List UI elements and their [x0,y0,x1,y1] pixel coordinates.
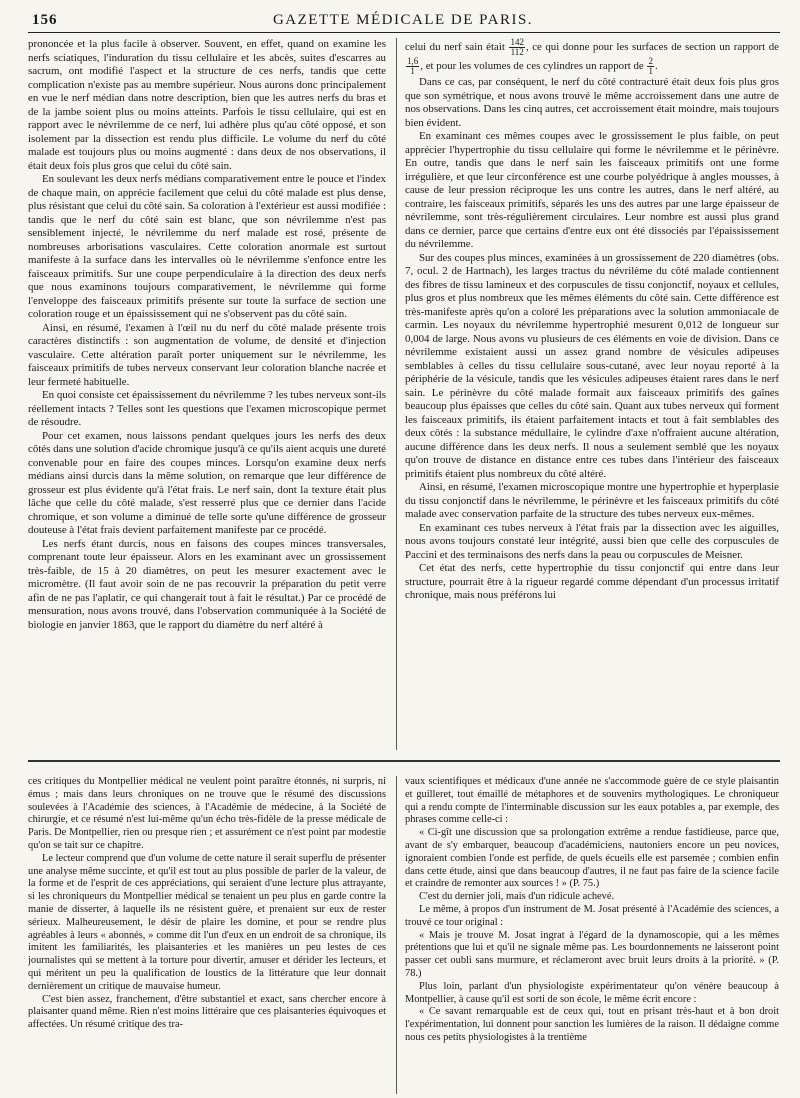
ratio-text: . [654,60,658,72]
paragraph: En examinant ces tubes nerveux à l'état frais par la dissection avec les aiguilles, nous avons toujours constaté leur intégrité, aussi bien que celle des corpuscules de Paccini et des terminaisons des nerfs dans la peau ou corpuscules de Meisner. [405,521,779,561]
paragraph: Le même, à propos d'un instrument de M. Josat présenté à l'Académie des sciences, a trouvé ce tour original : [405,903,779,928]
paragraph: Le lecteur comprend que d'un volume de cette nature il serait superflu de présenter une analyse même succinte, et qu'il est tout au plus possible de parler de la valeur, de la forme et de l'esprit de ces appréciations, qui seraient d'une lecture plus attrayante, si les chroniqueurs du Montpellier médical se tenaient un peu plus en garde contre la manie de disserter, à laquelle ils ne résistent guère, et prenaient sur eux de rester sérieux. Malheureusement, le désir de plaire les domine, et pour se rendre plus agréables à leurs « abonnés, » comme dit l'un d'eux en un endroit de sa chronique, ils imitent les familiarités, les plaisanteries et les manières un peu lestes de ces journalistes qui se mettent à la torture pour divertir, amuser et dérider les lecteurs, et qui méritent un peu la qualification de loustics de la littérature que leur donnait dernièrement un critique de mauvaise humeur. [28,852,386,992]
paragraph: Plus loin, parlant d'un physiologiste expérimentateur qu'on vénère beaucoup à Montpellier, à cause qu'il est sorti de son école, le même écrit encore : [405,980,779,1005]
quotation: « Ce savant remarquable est de ceux qui, tout en prisant très-haut et à bon droit l'expérimentation, lui donnent pour sanction les lumières de la raison. Il dédaigne comme nous ces petits physiologistes à la trentième [405,1006,779,1043]
ratio-text: celui du nerf sain était [405,41,505,53]
paragraph: Pour cet examen, nous laissons pendant quelques jours les nerfs des deux côtés dans une solution d'acide chromique jusqu'à ce qu'ils aient acquis une dureté convenable pour en faire des coupes minces. Lorsqu'on examine deux nerfs médians ainsi durcis dans la même solution, on remarque que leur différence de grosseur est plus évidente qu'à l'état frais. Le nerf sain, dont la texture était plus lâche que celle du côté malade, s'est resserré plus que ce dernier dans l'acide chromique, et son volume a diminué de telle sorte qu'une différence de grosseur douteuse à l'état frais devient parfaitement manifeste par ce procédé. [28,429,386,536]
fraction-numerator: 142 [510,38,524,47]
paragraph: En quoi consiste cet épaississement du névrilemme ? les tubes nerveux sont-ils réellement intacts ? Telles sont les questions que l'examen microscopique permet de résoudre. [28,389,386,428]
quotation: « Ci-gît une discussion que sa prolongation extrême a rendue fastidieuse, parce que, avant de s'y embarquer, beaucoup d'académiciens, nautoniers encore un peu novices, ignoraient combien l'onde est perfide, de quels écueils elle est parsemée ; combien enfin dans cette étude, ainsi que dans beaucoup d'autres, il ne faut pas faire de la science facile et craindre de remonter aux sources ! » (P. 75.) [405,827,779,890]
column-divider [396,38,397,750]
fraction [647,57,654,76]
paragraph: C'est du dernier joli, mais d'un ridicule achevé. [419,891,615,903]
fraction-denominator: 1 [648,66,653,76]
fraction-numerator: 2 [648,56,653,66]
paragraph: C'est bien assez, franchement, d'être substantiel et exact, sans chercher encore à plaisanter quand même. Rien n'est moins littéraire que ces plaisanteries équivoques et affectées. Un résumé critique des tra- [28,993,386,1031]
fraction [406,57,419,76]
paragraph: Ainsi, en résumé, l'examen microscopique montre une hypertrophie et hyperplasie du tissu conjonctif dans le névrilemme, le périnèvre et les faisceaux primitifs du côté malade avec conservation parfaite de la structure des tubes nerveux eux-mêmes. [405,481,779,520]
paragraph: prononcée et la plus facile à observer. Souvent, en effet, quand on examine les nerfs sciatiques, l'induration du tissu cellulaire et les abcès, suites d'escarres au sacrum, ont modifié l'aspect et la structure de ces nerfs, tandis que cette complication n'existe pas au membre supérieur. Nous aurons donc principalement en vue le nerf médian dans notre description, bien que les autres nerfs du bras et de la jambe soient plus ou moins atteints. Parfois le tissu cellulaire, qui est en rapport avec le névrilemme de ce nerf, lui adhère plus qu'au côté opposé, et son isolement par la dissection est rendu plus difficile. Le volume du nerf du côté malade est toujours plus ou moins augmenté : dans deux de nos observations, il était deux fois plus gros que celui du côté sain. [28,38,386,172]
feuilleton-column-right [405,776,779,1094]
paragraph: Les nerfs étant durcis, nous en faisons des coupes minces transversales, comprenant toute leur épaisseur. Alors en les examinant avec un grossissement très-faible, de 15 à 20 diamètres, on peut les mesurer exactement avec le micromètre. (Il faut avoir soin de ne pas recouvrir la préparation du petit verre afin de ne pas l'aplatir, ce qui changerait tout à fait le résultat.) Par ce procédé de mensuration, nous avons trouvé, dans l'observation communiquée à la Société de biologie en janvier 1863, que le rapport du diamètre du nerf altéré à [28,537,386,631]
paragraph: Ainsi, en résumé, l'examen à l'œil nu du nerf du côté malade présente trois caractères distinctifs : son augmentation de volume, de densité et d'injection vasculaire. Cette altération paraît porter uniquement sur le névrilemme, les faisceaux primitifs de tubes nerveux conservant leur coloration blanche nacrée et leur fermeté habituelle. [28,321,386,388]
article-column-left [28,38,386,748]
paragraph: En examinant ces mêmes coupes avec le grossissement le plus faible, on peut apprécier l'hypertrophie du tissu cellulaire qui forme le névrilemme et le périnèvre. En outre, tandis que dans le nerf sain les faisceaux primitifs ont une forme irrégulière, et que leur circonférence est une courbe polyédrique à angles mousses, à cause de leur pression réciproque les uns contre les autres, dans le nerf altéré, au contraire, les faisceaux primitifs, séparés les uns des autres par une large épaisseur de névrilemme, sont très-régulièrement circulaires. Leur nombre est aussi plus grand dans ce dernier, parce que certains d'entre eux ont été dissociés par l'épaississement du névrilemme. [405,130,779,250]
paragraph: vaux scientifiques et médicaux d'une année ne s'accommode guère de ce style plaisantin et guilleret, tout émaillé de métaphores et de souvenirs mythologiques. Le chroniqueur qui a rendu compte de l'interminable discussion sur les eaux potables a, par exemple, des phrases comme celle-ci : [405,776,779,826]
paragraph: Cet état des nerfs, cette hypertrophie du tissu conjonctif qui entre dans leur structure, pourrait être à la rigueur regardé comme dépendant d'un processus irritatif chronique, mais nous préférons lui [405,562,779,601]
ratio-text: , et pour les volumes de ces cylindres un rapport de [420,60,644,72]
ratio-text: , ce qui donne pour les surfaces de section un rapport de [525,41,779,53]
fraction-denominator: 112 [510,47,524,57]
article-column-right [405,38,779,748]
paragraph: En soulevant les deux nerfs médians comparativement entre le pouce et l'index de chaque main, on apprécie facilement que celui du côté malade est plus dense, plus résistant que celui du côté sain. Sa coloration à l'extérieur est aussi modifiée : tandis que le nerf du côté sain est blanc, que son névrilemme n'est pas sensiblement injecté, le névrilemme du nerf malade est rosé, présente de nombreuses arborisations vasculaires. Cette coloration anormale est surtout manifeste à la surface dans les intervalles où le névrilemme s'enfonce entre les faisceaux primitifs. Sur une coupe perpendiculaire à la direction des deux nerfs que nous examinons toujours comparativement, le névrilemme qui forme l'enveloppe des faisceaux primitifs présente sur toute la surface de section une coloration rouge et un épaississement qui ne s'observent pas du côté sain. [28,173,386,320]
page-number: 156 [32,12,58,28]
fraction [509,38,525,57]
section-divider [28,760,780,765]
paragraph: Sur des coupes plus minces, examinées à un grossissement de 220 diamètres (obs. 7, ocul. 2 de Hartnach), les larges tractus du névrilème du côté malade contiennent des fibres de tissu lamineux et des corpuscules de tissu conjonctif, noyaux et cellules, plus gros et plus nombreux que les mêmes éléments du côté sain. Cette différence est très-manifeste après qu'on a coloré les préparations avec la solution ammoniacale de carmin. Les noyaux du névrilemme hypertrophié mesurent 0,012 de longueur sur 0,004 de large. Nous avons vu plusieurs de ces éléments en voie de division. Dans ce névrilemme existaient aussi un assez grand nombre de vésicules adipeuses semblables à celles du tissu cellulaire sous-cutané, avec leur noyau reporté à la périphérie de la vésicule, tandis que les vésicules adipeuses étaient rares dans le nerf sain. Le périnèvre du côté malade formait aux faisceaux primitifs des gaînes beaucoup plus épaisses que celles du côté sain. Quant aux tubes nerveux qui forment les faisceaux primitifs, ils étaient parfaitement intacts et tout à fait semblables des deux côtés : la substance médullaire, le cylindre d'axe n'offraient aucune altération, aucune différence dans les deux nerfs. Il nous a seulement semblé que les noyaux qu'on trouve de distance en distance entre ces tubes dans l'intérieur des faisceaux primitifs étaient plus nombreux du côté altéré. [405,251,779,480]
quotation: « Mais je trouve M. Josat ingrat à l'égard de la dynamoscopie, qui a les mêmes prétentions que lui et qu'il ne signale même pas. Les bourdonnements ne laisseront point passer cet oubli sans murmure, et réclameront avec bruit leurs droits à la priorité. » (P. 78.) [405,929,779,979]
header-rule [28,32,780,33]
feuilleton-column-left [28,776,386,1094]
column-divider [396,776,397,1094]
running-title: GAZETTE MÉDICALE DE PARIS. [272,12,534,28]
fraction-numerator: 1,6 [407,56,419,66]
fraction-denominator: 1 [410,66,415,76]
ratio-paragraph [405,38,779,76]
paragraph: Dans ce cas, par conséquent, le nerf du côté contracturé était deux fois plus gros que son symétrique, et nous avons trouvé le même accroissement dans une autre de nos observations. Dans les cinq autres, cet accroissement était moindre, mais toujours bien évident. [405,76,779,129]
paragraph: ces critiques du Montpellier médical ne veulent point paraître étonnés, ni surpris, ni émus ; mais dans leurs chroniques on ne trouve que le résumé des discussions soulevées à l'Académie des sciences, à l'Académie de médecine, à la Société de chirurgie, et ce résumé n'est lui-même qu'un écho très-fidèle de la presse médicale de Paris. De Montpellier, rien ou presque rien ; et assurément ce n'est point par modestie qu'on se tait sur ce chapitre. [28,776,386,851]
page-header [28,6,778,32]
